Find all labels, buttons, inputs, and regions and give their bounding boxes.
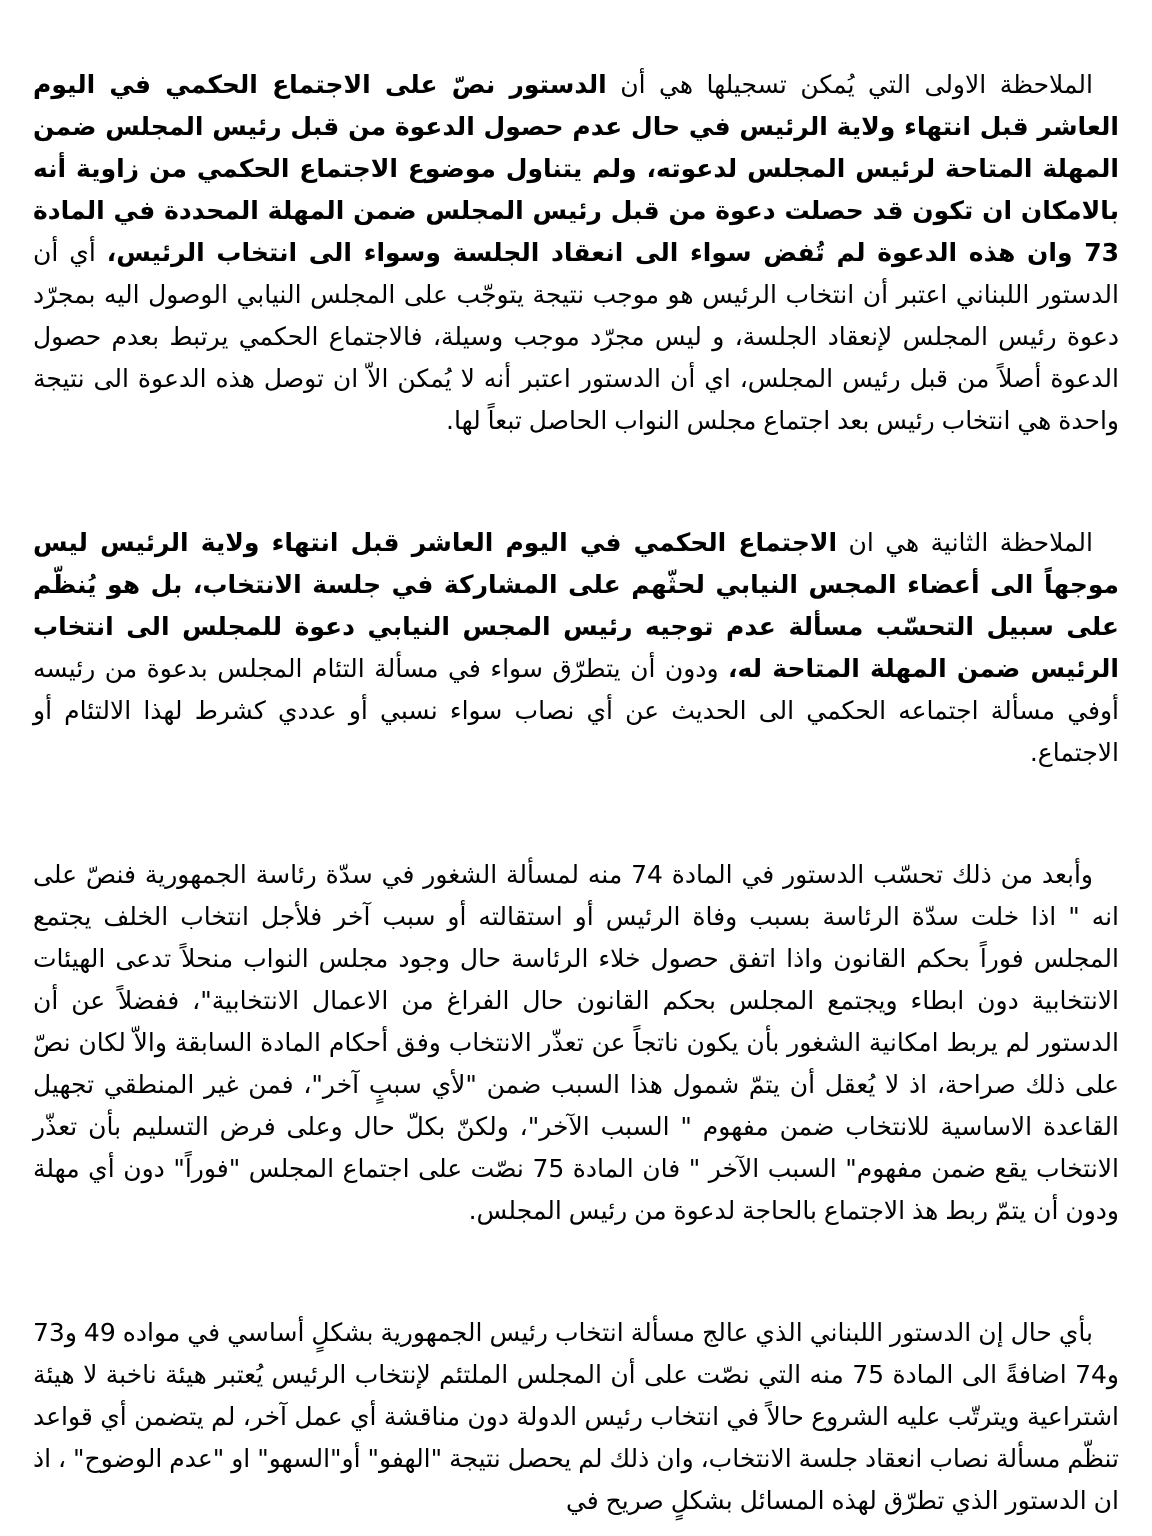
text-run: الاجتماع الحكمي في اليوم العاشر قبل انتهاء ولاية الرئيس ليس موجهاً الى أعضاء المجس النيابي لحثّهم على المشاركة في جلسة الانتخاب، بل هو يُنظّم على سبيل التحسّب مسألة عدم توجيه رئيس المجس النيابي دعوة للمجلس الى انتخاب الرئيس ضمن المهلة المتاحة له، — [33, 528, 1119, 683]
text-run: الملاحظة الاولى التي يُمكن تسجيلها هي أن — [606, 70, 1093, 99]
text-run: وأبعد من ذلك تحسّب الدستور في المادة 74 منه لمسألة الشغور في سدّة رئاسة الجمهورية فنصّ على انه " اذا خلت سدّة الرئاسة بسبب وفاة الرئيس أو استقالته أو سبب آخر فلأجل انتخاب الخلف يجتمع المجلس فوراً بحكم القانون واذا اتفق حصول خلاء الرئاسة حال وجود مجلس النواب منحلاً تدعى الهيئات الانتخابية دون ابطاء ويجتمع المجلس بحكم القانون حال الفراغ من الاعمال الانتخابية"، ففضلاً عن أن الدستور لم يربط امكانية الشغور بأن يكون ناتجاً عن تعذّر الانتخاب وفق أحكام المادة السابقة والاّ لكان نصّ على ذلك صراحة، اذ لا يُعقل أن يتمّ شمول هذا السبب ضمن "لأي سببٍ آخر"، فمن غير المنطقي تجهيل القاعدة الاساسية للانتخاب ضمن مفهوم " السبب الآخر"، ولكنّ بكلّ حال وعلى فرض التسليم بأن تعذّر الانتخاب يقع ضمن مفهوم" السبب الآخر " فان المادة 75 نصّت على اجتماع المجلس "فوراً" دون أي مهلة ودون أن يتمّ ربط هذ الاجتماع بالحاجة لدعوة من رئيس المجلس. — [33, 860, 1119, 1225]
paragraph — [33, 522, 1119, 774]
paragraph — [33, 854, 1119, 1232]
text-run: ودون أن يتطرّق سواء في مسألة التئام المجلس بدعوة من رئيسه أوفي مسألة اجتماعه الحكمي الى الحديث عن أي نصاب سواء نسبي أو عددي كشرط لهذا الالتئام أو الاجتماع. — [33, 654, 1119, 767]
text-run: الملاحظة الثانية هي ان — [837, 528, 1093, 557]
paragraph — [33, 64, 1119, 442]
text-run: أي أن الدستور اللبناني اعتبر أن انتخاب الرئيس هو موجب نتيجة يتوجّب على المجلس النيابي الوصول اليه بمجرّد دعوة رئيس المجلس لإنعقاد الجلسة، و ليس مجرّد موجب وسيلة، فالاجتماع الحكمي يرتبط بعدم حصول الدعوة أصلاً من قبل رئيس المجلس، اي أن الدستور اعتبر أنه لا يُمكن الاّ ان توصل هذه الدعوة الى نتيجة واحدة هي انتخاب رئيس بعد اجتماع مجلس النواب الحاصل تبعاً لها. — [33, 238, 1119, 435]
document-body — [33, 64, 1119, 1522]
paragraph — [33, 1312, 1119, 1522]
text-run: الدستور نصّ على الاجتماع الحكمي في اليوم العاشر قبل انتهاء ولاية الرئيس في حال عدم حصول الدعوة من قبل رئيس المجلس ضمن المهلة المتاحة لرئيس المجلس لدعوته، ولم يتناول موضوع الاجتماع الحكمي من زاوية أنه بالامكان ان تكون قد حصلت دعوة من قبل رئيس المجلس ضمن المهلة المحددة في المادة 73 وان هذه الدعوة لم تُفض سواء الى انعقاد الجلسة وسواء الى انتخاب الرئيس، — [33, 70, 1119, 267]
text-run: بأي حال إن الدستور اللبناني الذي عالج مسألة انتخاب رئيس الجمهورية بشكلٍ أساسي في مواده 49 و73 و74 اضافةً الى المادة 75 منه التي نصّت على أن المجلس الملتئم لإنتخاب الرئيس يُعتبر هيئة ناخبة لا هيئة اشتراعية ويترتّب عليه الشروع حالاً في انتخاب رئيس الدولة دون مناقشة أي عمل آخر، لم يتضمن أي قواعد تنظّم مسألة نصاب انعقاد جلسة الانتخاب، وان ذلك لم يحصل نتيجة "الهفو" أو"السهو" او "عدم الوضوح" ، اذ ان الدستور الذي تطرّق لهذه المسائل بشكلٍ صريح في — [33, 1318, 1119, 1515]
